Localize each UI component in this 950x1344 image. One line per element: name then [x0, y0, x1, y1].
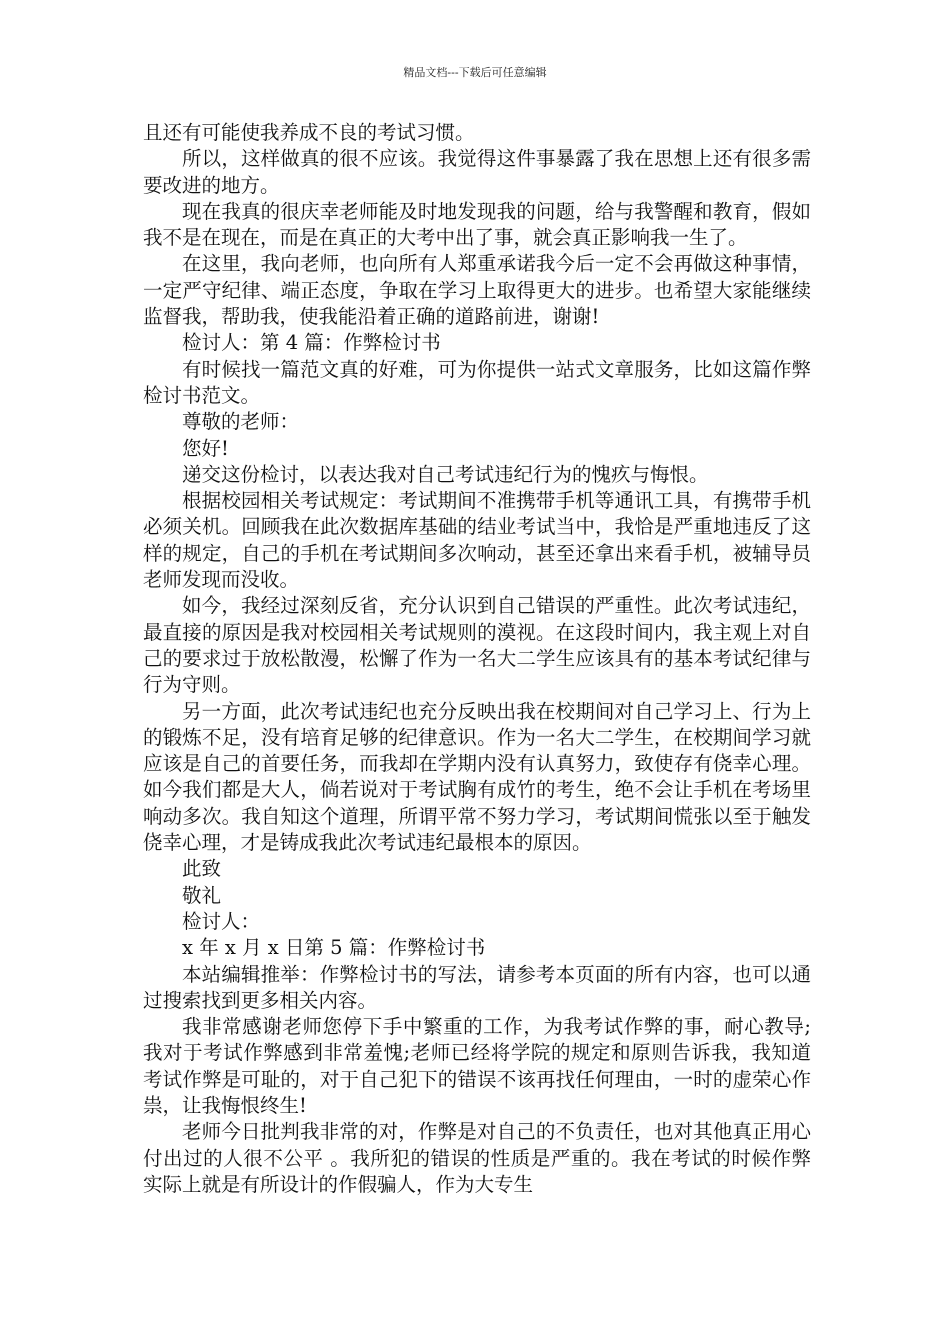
paragraph: 现在我真的很庆幸老师能及时地发现我的问题，给与我警醒和教育，假如我不是在现在，而是在真正的大考中出了事，就会真正影响我一生了。: [143, 199, 811, 250]
paragraph: 我非常感谢老师您停下手中繁重的工作，为我考试作弊的事，耐心教导;我对于考试作弊感到非常羞愧;老师已经将学院的规定和原则告诉我，我知道考试作弊是可耻的，对于自己犯下的错误不该再找任何理由，一时的虚荣心作祟，让我悔恨终生!: [143, 1015, 811, 1117]
paragraph: 如今，我经过深刻反省，充分认识到自己错误的严重性。此次考试违纪，最直接的原因是我对校园相关考试规则的漠视。在这段时间内，我主观上对自己的要求过于放松散漫，松懈了作为一名大二学生应该具有的基本考试纪律与行为守则。: [143, 594, 811, 697]
document-body: [143, 120, 811, 1198]
paragraph: 检讨人：: [182, 909, 261, 933]
paragraph: 此致: [182, 857, 222, 881]
paragraph: x 年 x 月 x 日第 5 篇：作弊检讨书: [182, 936, 486, 960]
paragraph: 您好!: [182, 436, 229, 460]
paragraph: 老师今日批判我非常的对，作弊是对自己的不负责任，也对其他真正用心付出过的人很不公平 。我所犯的错误的性质是严重的。我在考试的时候作弊实际上就是有所设计的作假骗人，作为大专生: [143, 1120, 811, 1196]
paragraph: 另一方面，此次考试违纪也充分反映出我在校期间对自己学习上、行为上的锻炼不足，没有培育足够的纪律意识。作为一名大二学生，在校期间学习就应该是自己的首要任务，而我却在学期内没有认真努力，致使存有侥幸心理。如今我们都是大人，倘若说对于考试胸有成竹的考生，绝不会让手机在考场里响动多次。我自知这个道理，所谓平常不努力学习，考试期间慌张以至于触发侥幸心理，才是铸成我此次考试违纪最根本的原因。: [143, 699, 811, 855]
paragraph: 尊敬的老师：: [182, 410, 300, 434]
paragraph: 敬礼: [182, 883, 222, 907]
paragraph: 且还有可能使我养成不良的考试习惯。: [143, 121, 475, 144]
paragraph: 所以，这样做真的很不应该。我觉得这件事暴露了我在思想上还有很多需要改进的地方。: [143, 147, 811, 197]
paragraph: 在这里，我向老师，也向所有人郑重承诺我今后一定不会再做这种事情，一定严守纪律、端正态度，争取在学习上取得更大的进步。也希望大家能继续监督我，帮助我，使我能沿着正确的道路前进，谢谢!: [143, 252, 811, 329]
paragraph: 本站编辑推举：作弊检讨书的写法，请参考本页面的所有内容，也可以通过搜索找到更多相关内容。: [143, 962, 811, 1012]
page-header: 精品文档---下载后可任意编辑: [403, 66, 547, 79]
paragraph: 递交这份检讨，以表达我对自己考试违纪行为的愧疚与悔恨。: [182, 462, 709, 486]
paragraph: 有时候找一篇范文真的好难，可为你提供一站式文章服务，比如这篇作弊检讨书范文。: [143, 357, 811, 407]
paragraph: 根据校园相关考试规定：考试期间不准携带手机等通讯工具，有携带手机必须关机。回顾我在此次数据库基础的结业考试当中，我恰是严重地违反了这样的规定，自己的手机在考试期间多次响动，甚至还拿出来看手机，被辅导员老师发现而没收。: [143, 489, 811, 592]
paragraph: 检讨人：第 4 篇：作弊检讨书: [182, 331, 441, 355]
